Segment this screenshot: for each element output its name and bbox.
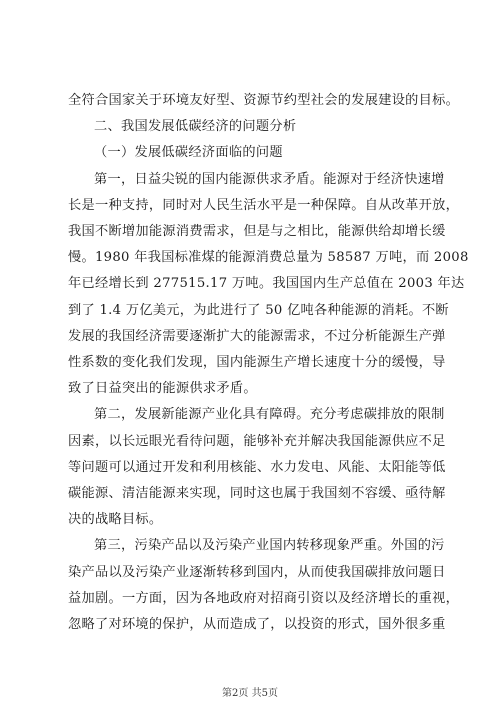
text-line: 第三，污染产品以及污染产业国内转移现象严重。外国的污	[94, 538, 445, 554]
text-line: 年已经增长到 277515.17 万吨。我国国内生产总值在 2003 年达	[68, 276, 465, 292]
text-line: 因素，以长远眼光看待问题，能够补充并解决我国能源供应不足	[68, 433, 446, 449]
text-line: 碳能源、清洁能源来实现，同时这也属于我国刻不容缓、亟待解	[68, 486, 446, 502]
text-line: 第一，日益尖锐的国内能源供求矛盾。能源对于经济快速增	[94, 171, 445, 187]
text-line: 等问题可以通过开发和利用核能、水力发电、风能、太阳能等低	[68, 459, 446, 475]
text-line: 染产品以及污染产业逐渐转移到国内，从而使我国碳排放问题日	[68, 564, 446, 580]
text-line: （一）发展低碳经济面临的问题	[94, 145, 283, 161]
text-line: 我国不断增加能源消费需求，但是与之相比，能源供给却增长缓	[68, 224, 446, 240]
text-line: 决的战略目标。	[68, 512, 163, 528]
text-line: 忽略了对环境的保护，从而造成了，以投资的形式，国外很多重	[68, 617, 446, 633]
text-line: 性系数的变化我们发现，国内能源生产增长速度十分的缓慢，导	[68, 355, 446, 371]
text-line: 长是一种支持，同时对人民生活水平是一种保障。自从改革开放，	[68, 197, 460, 213]
text-line: 全符合国家关于环境友好型、资源节约型社会的发展建设的目标。	[68, 93, 460, 108]
text-line: 益加剧。一方面，因为各地政府对招商引资以及经济增长的重视，	[68, 590, 460, 606]
body-text	[68, 88, 469, 638]
text-line: 发展的我国经济需要逐渐扩大的能源需求，不过分析能源生产弹	[68, 328, 446, 344]
text-line: 到了 1.4 万亿美元，为此进行了 50 亿吨各种能源的消耗。不断	[68, 302, 449, 318]
page-footer: 第2页 共5页	[222, 688, 278, 699]
text-line: 第二，发展新能源产业化具有障碍。充分考虑碳排放的限制	[94, 407, 445, 423]
text-line: 致了日益突出的能源供求矛盾。	[68, 381, 257, 397]
text-line: 二、我国发展低碳经济的问题分析	[94, 119, 297, 135]
text-line: 慢。1980 年我国标准煤的能源消费总量为 58587 万吨，而 2008	[68, 250, 469, 266]
